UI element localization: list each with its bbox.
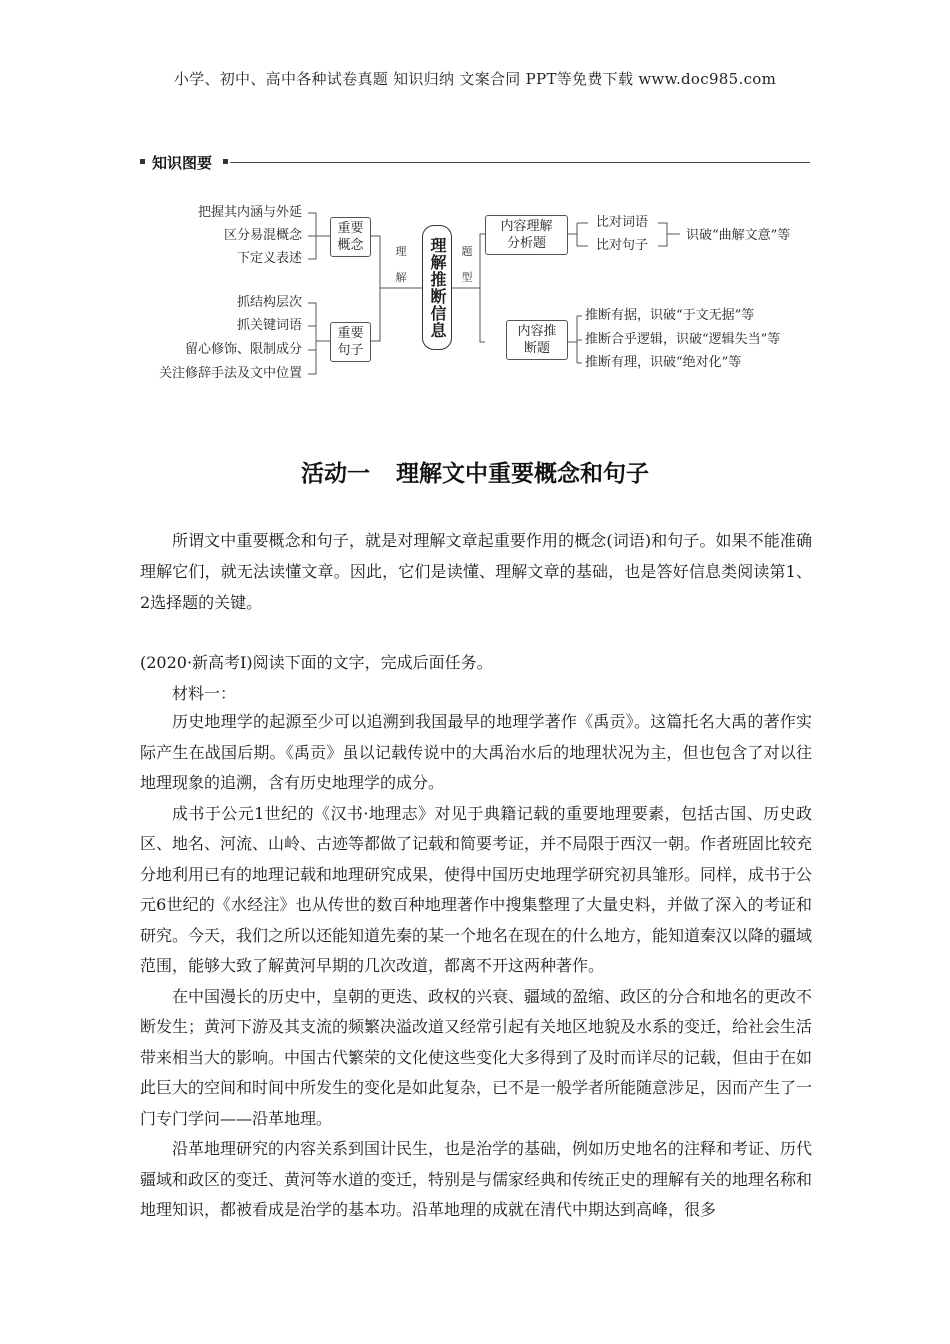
box-line: 断题 [523, 341, 550, 356]
link-char: 理 [395, 245, 407, 258]
link-char: 型 [461, 271, 473, 284]
material-section [140, 678, 812, 709]
mind-map [140, 195, 820, 395]
box-line: 分析题 [506, 236, 546, 251]
link-label-understand [394, 239, 408, 291]
material-label: 材料一： [172, 684, 237, 703]
center-topic: 理解推断信息 [422, 225, 452, 350]
box-content-inference [506, 320, 568, 360]
box-line: 概念 [337, 238, 364, 253]
compare-item: 比对句子 [596, 238, 649, 253]
section-bar [140, 152, 810, 172]
sentence-point: 抓结构层次 [236, 295, 302, 310]
box-key-concepts [330, 217, 371, 257]
box-line: 重要 [337, 221, 364, 236]
activity-title [0, 455, 950, 488]
link-label-types [460, 239, 474, 291]
box-line: 句子 [337, 343, 364, 358]
inference-item: 推断合乎逻辑，识破“逻辑失当”等 [585, 332, 781, 347]
section-title: 知识图要 [152, 154, 213, 172]
article-paragraph: 沿革地理研究的内容关系到国计民生，也是治学的基础，例如历史地名的注释和考证、历代疆域和政区的变迁、黄河等水道的变迁，特别是与儒家经典和传统正史的理解有关的地理名称和地理知识，都被看成是治学的基本功。沿革地理的成就在清代中期达到高峰，很多 [140, 1139, 813, 1219]
square-bullet-icon [140, 159, 145, 164]
box-line: 重要 [337, 326, 364, 341]
concept-point: 区分易混概念 [223, 228, 302, 243]
source-line: (2020·新高考Ⅰ)阅读下面的文字，完成后面任务。 [140, 653, 493, 672]
article-paragraph: 成书于公元1世纪的《汉书·地理志》对见于典籍记载的重要地理要素，包括古国、历史政区、地名、河流、山岭、古迹等都做了记载和简要考证，并不局限于西汉一朝。作者班固比较充分地利用已有的地理记载和地理研究成果，使得中国历史地理学研究初具雏形。同样，成书于公元6世纪的《水经注》也从传世的数百种地理著作中搜集整理了大量史料，并做了深入的考证和研究。今天，我们之所以还能知道先秦的某一个地名在现在的什么地方，能知道秦汉以降的疆域范围，能够大致了解黄河早期的几次改道，都离不开这两种著作。 [140, 803, 813, 975]
activity-label: 活动一 [301, 461, 370, 487]
inference-item: 推断有理，识破“绝对化”等 [585, 355, 742, 370]
box-line: 内容推 [517, 324, 557, 339]
article-paragraph: 在中国漫长的历史中，皇朝的更迭、政权的兴衰、疆域的盈缩、政区的分合和地名的更改不断发生；黄河下游及其支流的频繁决溢改道又经常引起有关地区地貌及水系的变迁，给社会生活带来相当大的影响。中国古代繁荣的文化使这些变化大多得到了及时而详尽的记载，但由于在如此巨大的空间和时间中所发生的变化是如此复杂，已不是一般学者所能随意涉足，因而产生了一门专门学问——沿革地理。 [140, 986, 813, 1128]
page-header: 小学、初中、高中各种试卷真题 知识归纳 文案合同 PPT等免费下载 www.doc985.com [173, 70, 777, 88]
box-line: 内容理解 [500, 219, 553, 234]
sentence-point: 关注修辞手法及文中位置 [158, 366, 302, 381]
concept-point: 下定义表述 [236, 251, 302, 266]
intro-paragraph: 所谓文中重要概念和句子，就是对理解文章起重要作用的概念(词语)和句子。如果不能准确理解它们，就无法读懂文章。因此，它们是读懂、理解文章的基础，也是答好信息类阅读第1、2选择题的关键。 [140, 531, 812, 612]
article [140, 707, 812, 1226]
box-content-understanding [485, 215, 568, 255]
sentence-point: 抓关键词语 [236, 318, 302, 333]
source-section [140, 647, 812, 678]
concept-point: 把握其内涵与外延 [197, 205, 302, 220]
result-item: 识破“曲解文意”等 [686, 228, 791, 243]
inference-item: 推断有据，识破“于文无据”等 [585, 308, 755, 323]
link-char: 题 [461, 245, 473, 258]
divider [230, 162, 810, 163]
article-paragraph: 历史地理学的起源至少可以追溯到我国最早的地理学著作《禹贡》。这篇托名大禹的著作实际产生在战国后期。《禹贡》虽以记载传说中的大禹治水后的地理状况为主，但也包含了对以往地理现象的追溯，含有历史地理学的成分。 [140, 712, 812, 792]
compare-item: 比对词语 [596, 215, 649, 230]
intro-section [140, 525, 812, 618]
square-bullet-icon [223, 159, 228, 164]
box-key-sentences [330, 322, 371, 362]
link-char: 解 [395, 271, 407, 284]
sentence-point: 留心修饰、限制成分 [184, 342, 302, 357]
activity-heading: 理解文中重要概念和句子 [396, 461, 649, 487]
